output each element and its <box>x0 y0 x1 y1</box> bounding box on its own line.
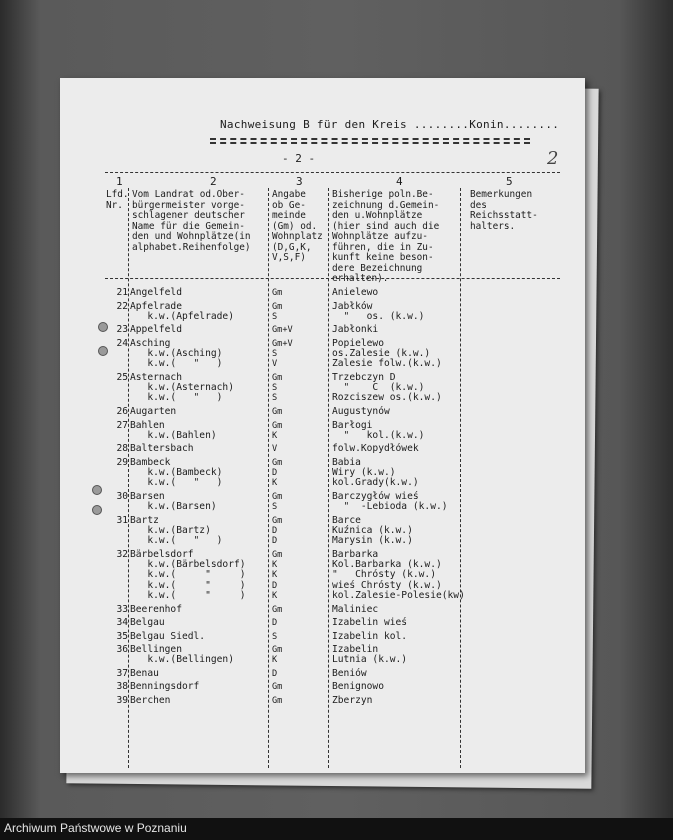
place-type: Gm S <box>272 491 283 513</box>
table-row <box>60 492 585 513</box>
german-name: Apfelrade k.w.(Apfelrade) <box>130 300 234 322</box>
row-number: 36 <box>116 644 128 655</box>
title-underline <box>210 138 530 140</box>
polish-name: Barbarka Kol.Barbarka (k.w.) " Chrósty (k.w.) wieś Chrósty (k.w.) kol.Zalesie-Polesie(kw) <box>332 548 465 601</box>
row-number: 34 <box>116 617 128 628</box>
table-top-rule <box>105 172 560 173</box>
polish-name: Popielewo os.Zalesie (k.w.) Zalesie folw.(k.w.) <box>332 337 442 370</box>
row-number: 38 <box>116 681 128 693</box>
polish-name: Maliniec <box>332 603 379 615</box>
german-name: Bahlen k.w.(Bahlen) <box>130 419 217 441</box>
german-name: Bellingen k.w.(Bellingen) <box>130 644 234 666</box>
table-row <box>60 696 585 706</box>
row-number: 30 <box>116 490 128 502</box>
document-title: Nachweisung B für den Kreis ........Konin........ <box>220 118 560 131</box>
table-row <box>60 605 585 615</box>
row-number: 39 <box>116 694 128 706</box>
polish-name: Anielewo <box>332 287 379 298</box>
place-type: Gm <box>272 288 283 298</box>
table-row <box>60 325 585 335</box>
archive-footer <box>0 818 673 840</box>
row-number: 27 <box>116 419 128 431</box>
column-header-type: Angabe ob Ge- meinde (Gm) od. Wohnplatz (D,G,K, V,S,F) <box>272 189 323 263</box>
place-type: Gm D D <box>272 515 283 547</box>
column-number: 1 <box>116 175 123 188</box>
german-name: Berchen <box>130 694 171 706</box>
table-row <box>60 421 585 442</box>
german-name: Bartz k.w.(Bartz) k.w.( " ) <box>130 514 223 547</box>
german-name: Asternach k.w.(Asternach) k.w.( " ) <box>130 371 234 404</box>
column-header-german-name: Vom Landrat od.Ober- bürgermeister vorge- schlagener deutscher Name für die Gemein- den und Wohnplätze(in alphabet.Reihenfolge) <box>132 189 251 253</box>
table-row <box>60 550 585 602</box>
table-row <box>60 373 585 404</box>
table-row <box>60 682 585 692</box>
page-number: - 2 - <box>282 152 316 165</box>
german-name: Belgau Siedl. <box>130 630 206 642</box>
place-type: Gm <box>272 695 283 706</box>
german-name: Barsen k.w.(Barsen) <box>130 490 217 513</box>
german-name: Appelfeld <box>130 324 182 336</box>
column-number: 3 <box>296 175 303 188</box>
table-row <box>60 288 585 298</box>
german-name: Baltersbach <box>130 443 194 455</box>
table-row <box>60 645 585 666</box>
archive-name: Archiwum Państwowe w Poznaniu <box>4 821 187 835</box>
place-type: Gm S S <box>272 372 283 404</box>
place-type: V <box>272 444 278 455</box>
german-name: Bärbelsdorf k.w.(Bärbelsdorf) k.w.( " ) k.w.( " ) k.w.( " ) <box>130 548 246 601</box>
row-number: 21 <box>116 287 128 298</box>
handwritten-page-number: 2 <box>547 148 559 169</box>
title-underline-2 <box>210 142 530 144</box>
german-name: Benningsdorf <box>130 681 200 693</box>
column-number: 5 <box>506 175 513 188</box>
table-row <box>60 407 585 417</box>
row-number: 29 <box>116 456 128 468</box>
place-type: D <box>272 668 278 679</box>
table-row <box>60 618 585 628</box>
polish-name: Beniów <box>332 667 367 679</box>
table-row <box>60 339 585 370</box>
column-number: 2 <box>210 175 217 188</box>
punch-hole <box>92 505 102 515</box>
place-type: Gm+V S V <box>272 338 293 370</box>
polish-name: Trzebczyn D " C (k.w.) Rozciszew os.(k.w.) <box>332 371 442 404</box>
german-name: Angelfeld <box>130 287 182 298</box>
punch-hole <box>98 346 108 356</box>
polish-name: Jabłonki <box>332 324 379 336</box>
table-row <box>60 669 585 679</box>
column-header-remarks: Bemerkungen des Reichsstatt- halters. <box>470 189 538 232</box>
table-row <box>60 458 585 489</box>
german-name: Beerenhof <box>130 603 182 615</box>
place-type: Gm K <box>272 645 283 666</box>
polish-name: Izabelin Lutnia (k.w.) <box>332 644 408 666</box>
polish-name: Barce Kuźnica (k.w.) Marysin (k.w.) <box>332 514 413 547</box>
place-type: Gm <box>272 407 283 417</box>
punch-hole <box>92 485 102 495</box>
place-type: Gm <box>272 604 283 615</box>
table-row <box>60 632 585 642</box>
german-name: Augarten <box>130 406 177 417</box>
column-number: 4 <box>396 175 403 188</box>
polish-name: Jabłków " os. (k.w.) <box>332 300 425 322</box>
polish-name: Babia Wiry (k.w.) kol.Grady(k.w.) <box>332 456 419 489</box>
table-row <box>60 444 585 454</box>
row-number: 26 <box>116 406 128 417</box>
row-number: 31 <box>116 514 128 526</box>
place-type: Gm S <box>272 301 283 322</box>
polish-name: Izabelin kol. <box>332 630 408 642</box>
place-type: Gm D K <box>272 457 283 489</box>
table-row <box>60 302 585 323</box>
german-name: Asching k.w.(Asching) k.w.( " ) <box>130 337 223 370</box>
place-type: Gm <box>272 682 283 693</box>
column-header-nr: Lfd. Nr. <box>106 189 129 211</box>
row-number: 32 <box>116 548 128 560</box>
row-number: 35 <box>116 630 128 642</box>
place-type: S <box>272 631 278 642</box>
polish-name: Barczygłów wieś " -Lebioda (k.w.) <box>332 490 448 513</box>
place-type: Gm K K D K <box>272 549 283 601</box>
place-type: D <box>272 618 278 628</box>
polish-name: folw.Kopydłówek <box>332 443 419 455</box>
column-header-polish-name: Bisherige poln.Be- zeichnung d.Gemein- den u.Wohnplätze (hier sind auch die Wohnplätze aufzu- führen, die in Zu- kunft keine beson- dere Bezeichnung erhalten). <box>332 189 440 284</box>
table-row <box>60 516 585 547</box>
row-number: 37 <box>116 667 128 679</box>
row-number: 25 <box>116 371 128 383</box>
place-type: Gm+V <box>272 325 293 336</box>
row-number: 22 <box>116 300 128 312</box>
polish-name: Benignowo <box>332 681 384 693</box>
polish-name: Barłogi " kol.(k.w.) <box>332 419 425 441</box>
row-number: 33 <box>116 603 128 615</box>
document-page <box>60 78 585 773</box>
place-type: Gm K <box>272 420 283 441</box>
row-number: 24 <box>116 337 128 349</box>
german-name: Benau <box>130 667 159 679</box>
punch-hole <box>98 322 108 332</box>
polish-name: Izabelin wieś <box>332 617 408 628</box>
row-number: 23 <box>116 324 128 336</box>
german-name: Bambeck k.w.(Bambeck) k.w.( " ) <box>130 456 223 489</box>
polish-name: Zberzyn <box>332 694 373 706</box>
polish-name: Augustynów <box>332 406 390 417</box>
german-name: Belgau <box>130 617 165 628</box>
row-number: 28 <box>116 443 128 455</box>
